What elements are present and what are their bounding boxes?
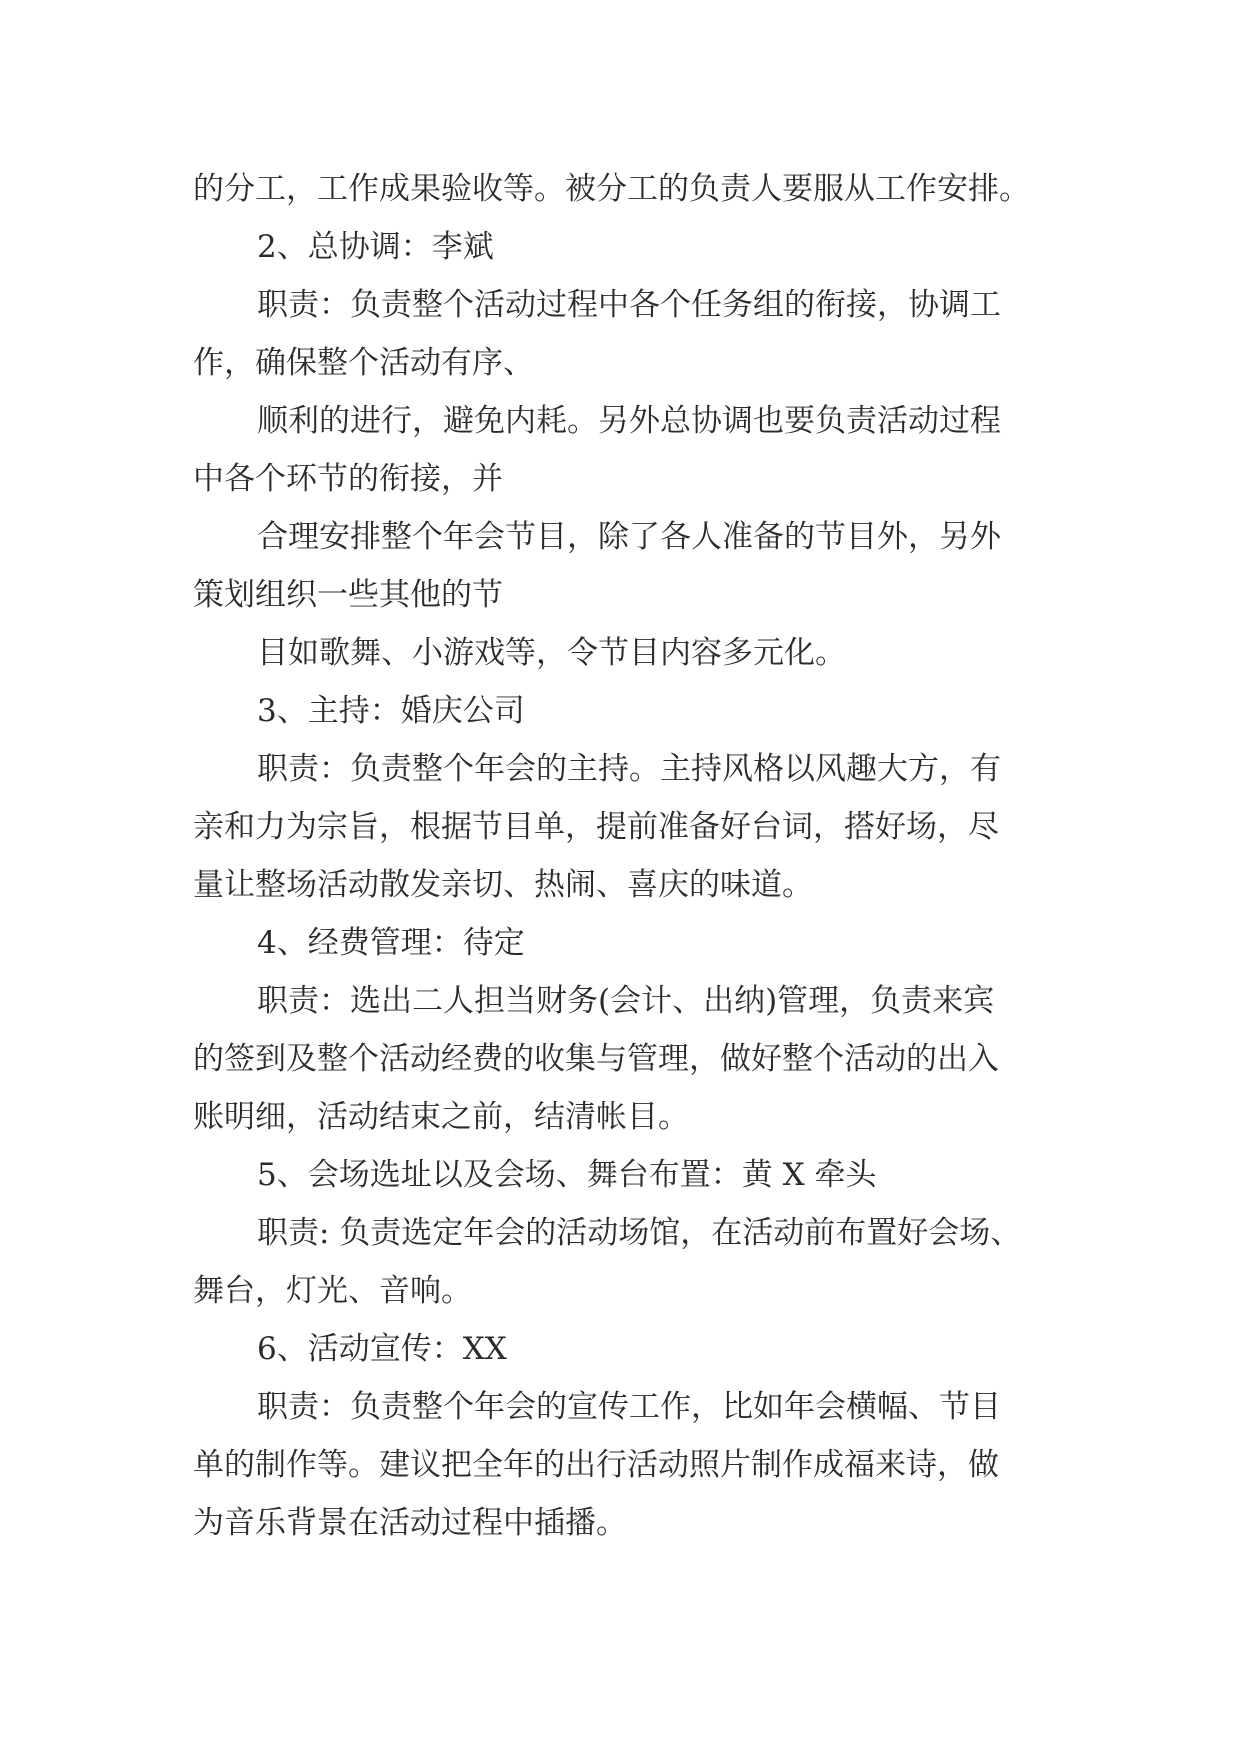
section-heading-host: 3、主持：婚庆公司 — [257, 693, 525, 729]
text-line: 亲和力为宗旨，根据节目单，提前准备好台词，搭好场，尽 — [193, 809, 999, 845]
text-line: 策划组织一些其他的节 — [193, 577, 503, 613]
text-line: 单的制作等。建议把全年的出行活动照片制作成福来诗，做 — [193, 1447, 999, 1483]
text-line: 职责：负责整个活动过程中各个任务组的衔接，协调工 — [257, 287, 1001, 323]
text-line: 职责: 负责选定年会的活动场馆，在活动前布置好会场、 — [257, 1215, 1022, 1251]
text-line: 为音乐背景在活动过程中插播。 — [193, 1505, 627, 1541]
text-line: 量让整场活动散发亲切、热闹、喜庆的味道。 — [193, 867, 813, 903]
text-line: 合理安排整个年会节目，除了各人准备的节目外，另外 — [257, 519, 1001, 555]
text-line: 顺利的进行，避免内耗。另外总协调也要负责活动过程 — [257, 403, 1001, 439]
text-line: 舞台，灯光、音响。 — [193, 1273, 472, 1309]
text-line: 职责：负责整个年会的宣传工作，比如年会横幅、节目 — [257, 1389, 1001, 1425]
section-heading-finance: 4、经费管理：待定 — [257, 925, 525, 961]
text-line: 账明细，活动结束之前，结清帐目。 — [193, 1099, 689, 1135]
document-body — [193, 160, 1063, 1552]
section-heading-coordinator: 2、总协调：李斌 — [257, 229, 494, 265]
section-heading-publicity: 6、活动宣传：XX — [257, 1331, 507, 1367]
text-line: 目如歌舞、小游戏等，令节目内容多元化。 — [257, 635, 846, 671]
text-line: 作，确保整个活动有序、 — [193, 345, 534, 381]
text-line: 的签到及整个活动经费的收集与管理，做好整个活动的出入 — [193, 1041, 999, 1077]
section-heading-venue: 5、会场选址以及会场、舞台布置：黄 X 牵头 — [257, 1157, 877, 1193]
text-line: 职责：负责整个年会的主持。主持风格以风趣大方，有 — [257, 751, 1001, 787]
text-line: 中各个环节的衔接，并 — [193, 461, 503, 497]
text-line: 职责：选出二人担当财务(会计、出纳)管理，负责来宾 — [257, 983, 995, 1019]
text-line: 的分工，工作成果验收等。被分工的负责人要服从工作安排。 — [193, 171, 1030, 207]
